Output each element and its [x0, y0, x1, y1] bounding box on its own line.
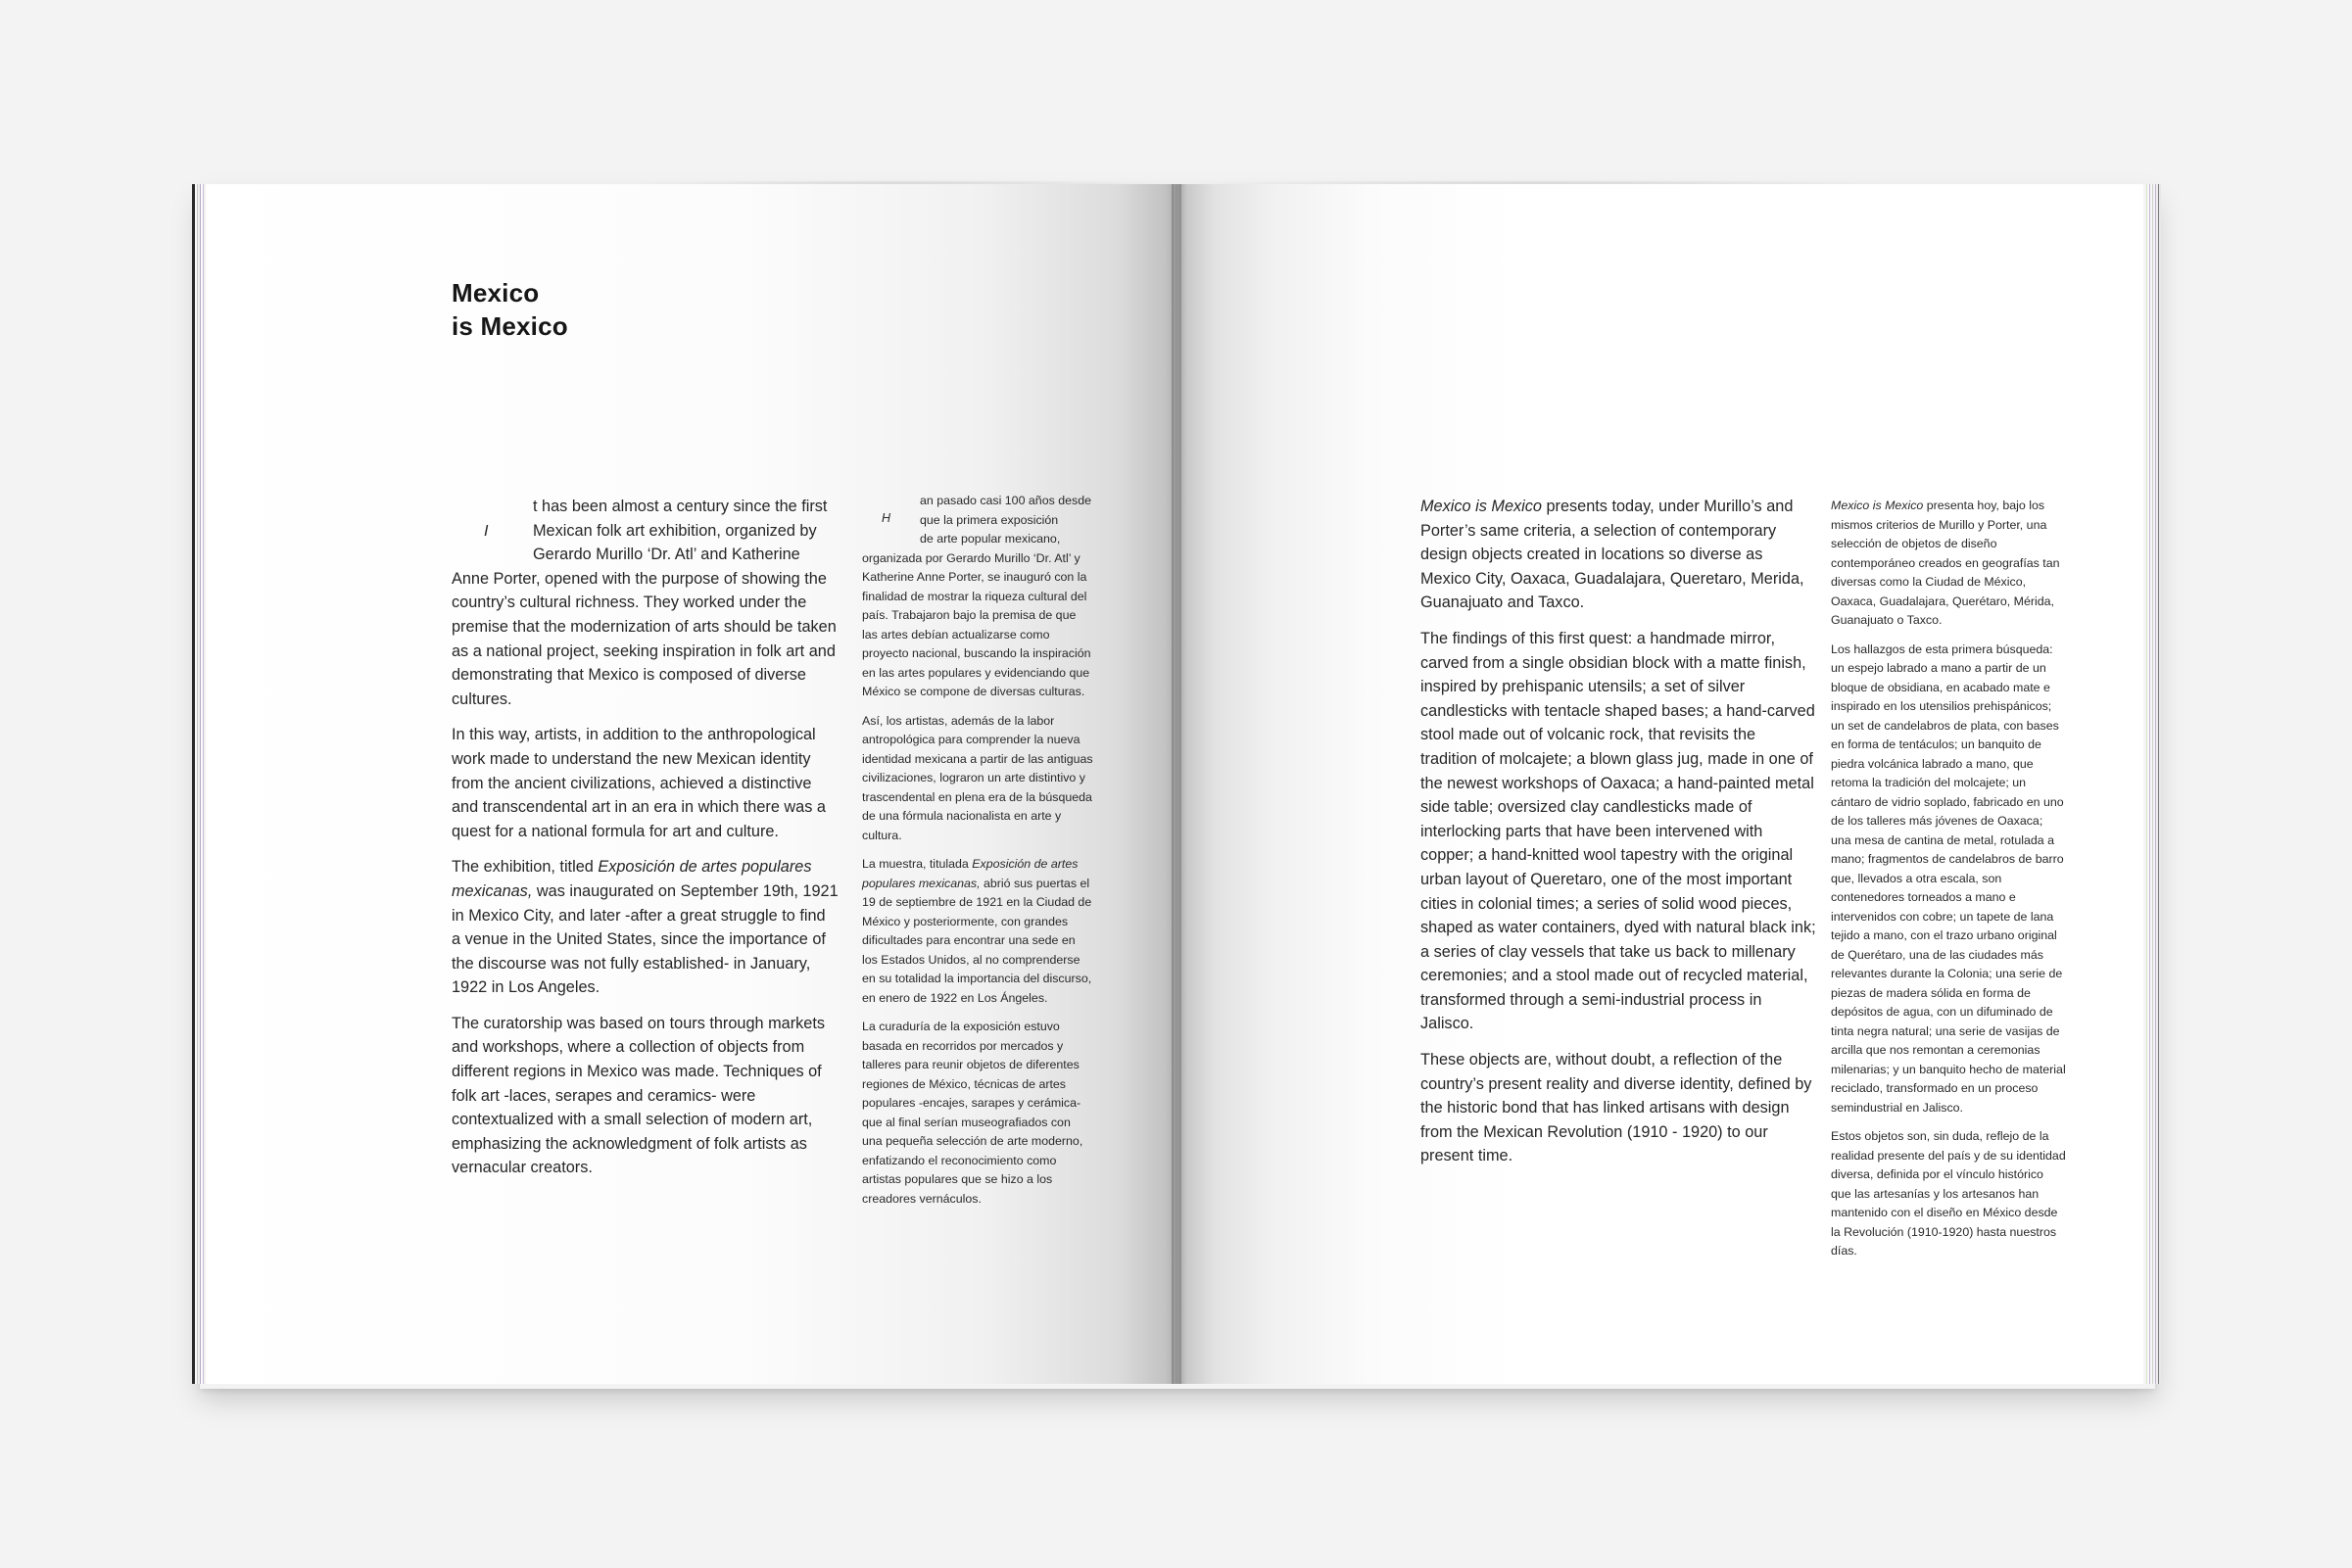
paragraph-1-line-3: Gerardo Murillo ‘Dr. Atl’ and Katherine	[533, 546, 800, 564]
title-line-1: Mexico	[452, 278, 540, 308]
book-right-edge	[2143, 184, 2161, 1384]
right-spanish-column	[1831, 497, 2066, 1261]
exhibition-title: Exposición de artes populares mexicanas,	[452, 858, 812, 900]
book-left-edge	[192, 184, 206, 1384]
parrafo-3	[862, 855, 1093, 1008]
paragraph-3	[452, 855, 839, 1000]
right-paragraph-1	[1420, 495, 1816, 615]
parrafo-4: La curaduría de la exposición estuvo basada en recorridos por mercados y talleres para reunir objetos de diferentes regiones de México, técnicas de artes populares -encajes, sarapes y cerámica- que al final serían museografiados con una pequeña selección de arte moderno, enfatizando el reconocimiento como artistas populares que se hizo a los creadores vernáculos.	[862, 1020, 1083, 1206]
paragraph-1	[452, 495, 839, 711]
book-title-reference: Mexico is Mexico	[1420, 498, 1542, 515]
right-paragraph-2: The findings of this first quest: a handmade mirror, carved from a single obsidian block with a matte finish, inspired by prehispanic utensils; a set of silver candlesticks with tentacle shaped bases; a hand-carved stool made out of volcanic rock, that revisits the tradition of molcajete; a blown glass jug, made in one of the newest workshops of Oaxaca; a hand-painted metal side table; oversized clay candlesticks made of interlocking parts that have been intervened with copper; a hand-knitted wool tapestry with the original urban layout of Queretaro, one of the most important cities in colonial times; a series of solid wood pieces, shaped as water containers, dyed with natural black ink; a series of clay vessels that take us back to millenary ceremonies; and a stool made out of recycled material, transformed through a semi-industrial process in Jalisco.	[1420, 629, 1816, 1033]
parrafo-1	[862, 492, 1093, 702]
paragraph-1-line-1: t has been almost a century since the first	[533, 498, 828, 515]
paragraph-1-line-2: Mexican folk art exhibition, organized by	[533, 521, 817, 540]
right-paragraph-1-after: presents today, under Murillo’s and Porter’s same criteria, a selection of contemporary design objects created in locations so diverse as Mexico City, Oaxaca, Guadalajara, Queretaro, Merida, Guanajuato and Taxco.	[1420, 498, 1804, 612]
parrafo-3-before: La muestra, titulada	[862, 857, 973, 871]
parrafo-3-after: abrió sus puertas el 19 de septiembre de 1921 en la Ciudad de México y posteriormente, con grandes dificultades para encontrar una sede en los Estados Unidos, al no comprenderse en su totalidad la importancia del discurso, en enero de 1922 en Los Ángeles.	[862, 876, 1092, 1005]
left-spanish-column	[862, 492, 1093, 1209]
right-parrafo-3: Estos objetos son, sin duda, reflejo de la realidad presente del país y de su identidad diversa, definida por el vínculo histórico que las artesanías y los artesanos han mantenido con el diseño en México desde la Revolución (1910-1920) hasta nuestros días.	[1831, 1129, 2066, 1258]
paragraph-4: The curatorship was based on tours through markets and workshops, where a collection of objects from different regions in Mexico was made. Techniques of folk art -laces, serapes and ceramics- were contextualized with a small selection of modern art, emphasizing the acknowledgment of folk artists as vernacular creators.	[452, 1014, 825, 1177]
parrafo-1-rest: organizada por Gerardo Murillo ‘Dr. Atl’ y Katherine Anne Porter, se inauguró con la finalidad de mostrar la riqueza cultural del país. Trabajaron bajo la premisa de que las artes debían actualizarse como proyecto nacional, buscando la inspiración en las artes populares y evidenciando que México se compone de diversas culturas.	[862, 550, 1091, 698]
left-english-column	[452, 495, 839, 1180]
right-parrafo-1-after: presenta hoy, bajo los mismos criterios de Murillo y Porter, una selección de objetos de diseño contemporáneo creados en geografías tan diversas como la Ciudad de México, Oaxaca, Guadalajara, Querétaro, Mérida, Guanajuato o Taxco.	[1831, 499, 2060, 627]
page-title	[452, 276, 568, 343]
titulo-libro-referencia: Mexico is Mexico	[1831, 499, 1924, 512]
right-parrafo-2: Los hallazgos de esta primera búsqueda: un espejo labrado a mano a partir de un bloque de obsidiana, en acabado mate e inspirado en los utensilios prehispánicos; un set de candelabros de plata, con bases en forma de tentáculos; un banquito de piedra volcánica labrado a mano, que retoma la tradición del molcajete; un cántaro de vidrio soplado, fabricado en uno de los talleres más jóvenes de Oaxaca; una mesa de cantina de metal, rotulada a mano; fragmentos de candelabros de barro que, llevados a otra escala, son contenedores torneados a mano e intervenidos con cobre; un tapete de lana tejido a mano, con el trazo urbano original de Querétaro, una de las ciudades más relevantes durante la Colonia; una serie de piezas de madera sólida en forma de depósitos de agua, con un difuminado de tinta negra natural; una serie de vasijas de arcilla que nos remontan a ceremonias milenarias; y un banquito hecho de material reciclado, transformado en un proceso semindustrial en Jalisco.	[1831, 641, 2066, 1115]
parrafo-1-line-3: de arte popular mexicano,	[920, 532, 1061, 546]
right-parrafo-1	[1831, 497, 2066, 631]
paragraph-3-after: was inaugurated on September 19th, 1921 in Mexico City, and later -after a great struggle to find a venue in the United States, since the importance of the discourse was not fully established- in January, 1922 in Los Angeles.	[452, 881, 839, 997]
parrafo-1-line-1: an pasado casi 100 años desde	[920, 494, 1091, 507]
paragraph-3-before: The exhibition, titled	[452, 858, 599, 877]
parrafo-2: Así, los artistas, además de la labor antropológica para comprender la nueva identidad mexicana a partir de las antiguas civilizaciones, lograron un arte distintivo y trascendental en plena era de la búsqueda de una fórmula nacionalista en arte y cultura.	[862, 713, 1093, 842]
drop-cap: I	[484, 523, 489, 540]
right-paragraph-3: These objects are, without doubt, a reflection of the country’s present reality and diverse identity, defined by the historic bond that has linked artisans with design from the Mexican Revolution (1910 - 1920) to our present time.	[1420, 1051, 1812, 1165]
book-spine	[1172, 184, 1181, 1384]
titulo-exposicion: Exposición de artes populares mexicanas,	[862, 857, 1079, 890]
paragraph-2: In this way, artists, in addition to the anthropological work made to understand the new Mexican identity from the ancient civilizations, achieved a distinctive and transcendental art in an era in which there was a quest for a national formula for art and culture.	[452, 726, 826, 840]
right-english-column	[1420, 495, 1816, 1168]
parrafo-1-line-2: que la primera exposición	[920, 512, 1059, 527]
title-line-2: is Mexico	[452, 311, 568, 341]
paragraph-1-rest: Anne Porter, opened with the purpose of showing the country’s cultural richness. They worked under the premise that the modernization of arts should be taken as a national project, seeking inspiration in folk art and demonstrating that Mexico is composed of diverse cultures.	[452, 569, 837, 708]
drop-cap-es: H	[882, 511, 891, 525]
